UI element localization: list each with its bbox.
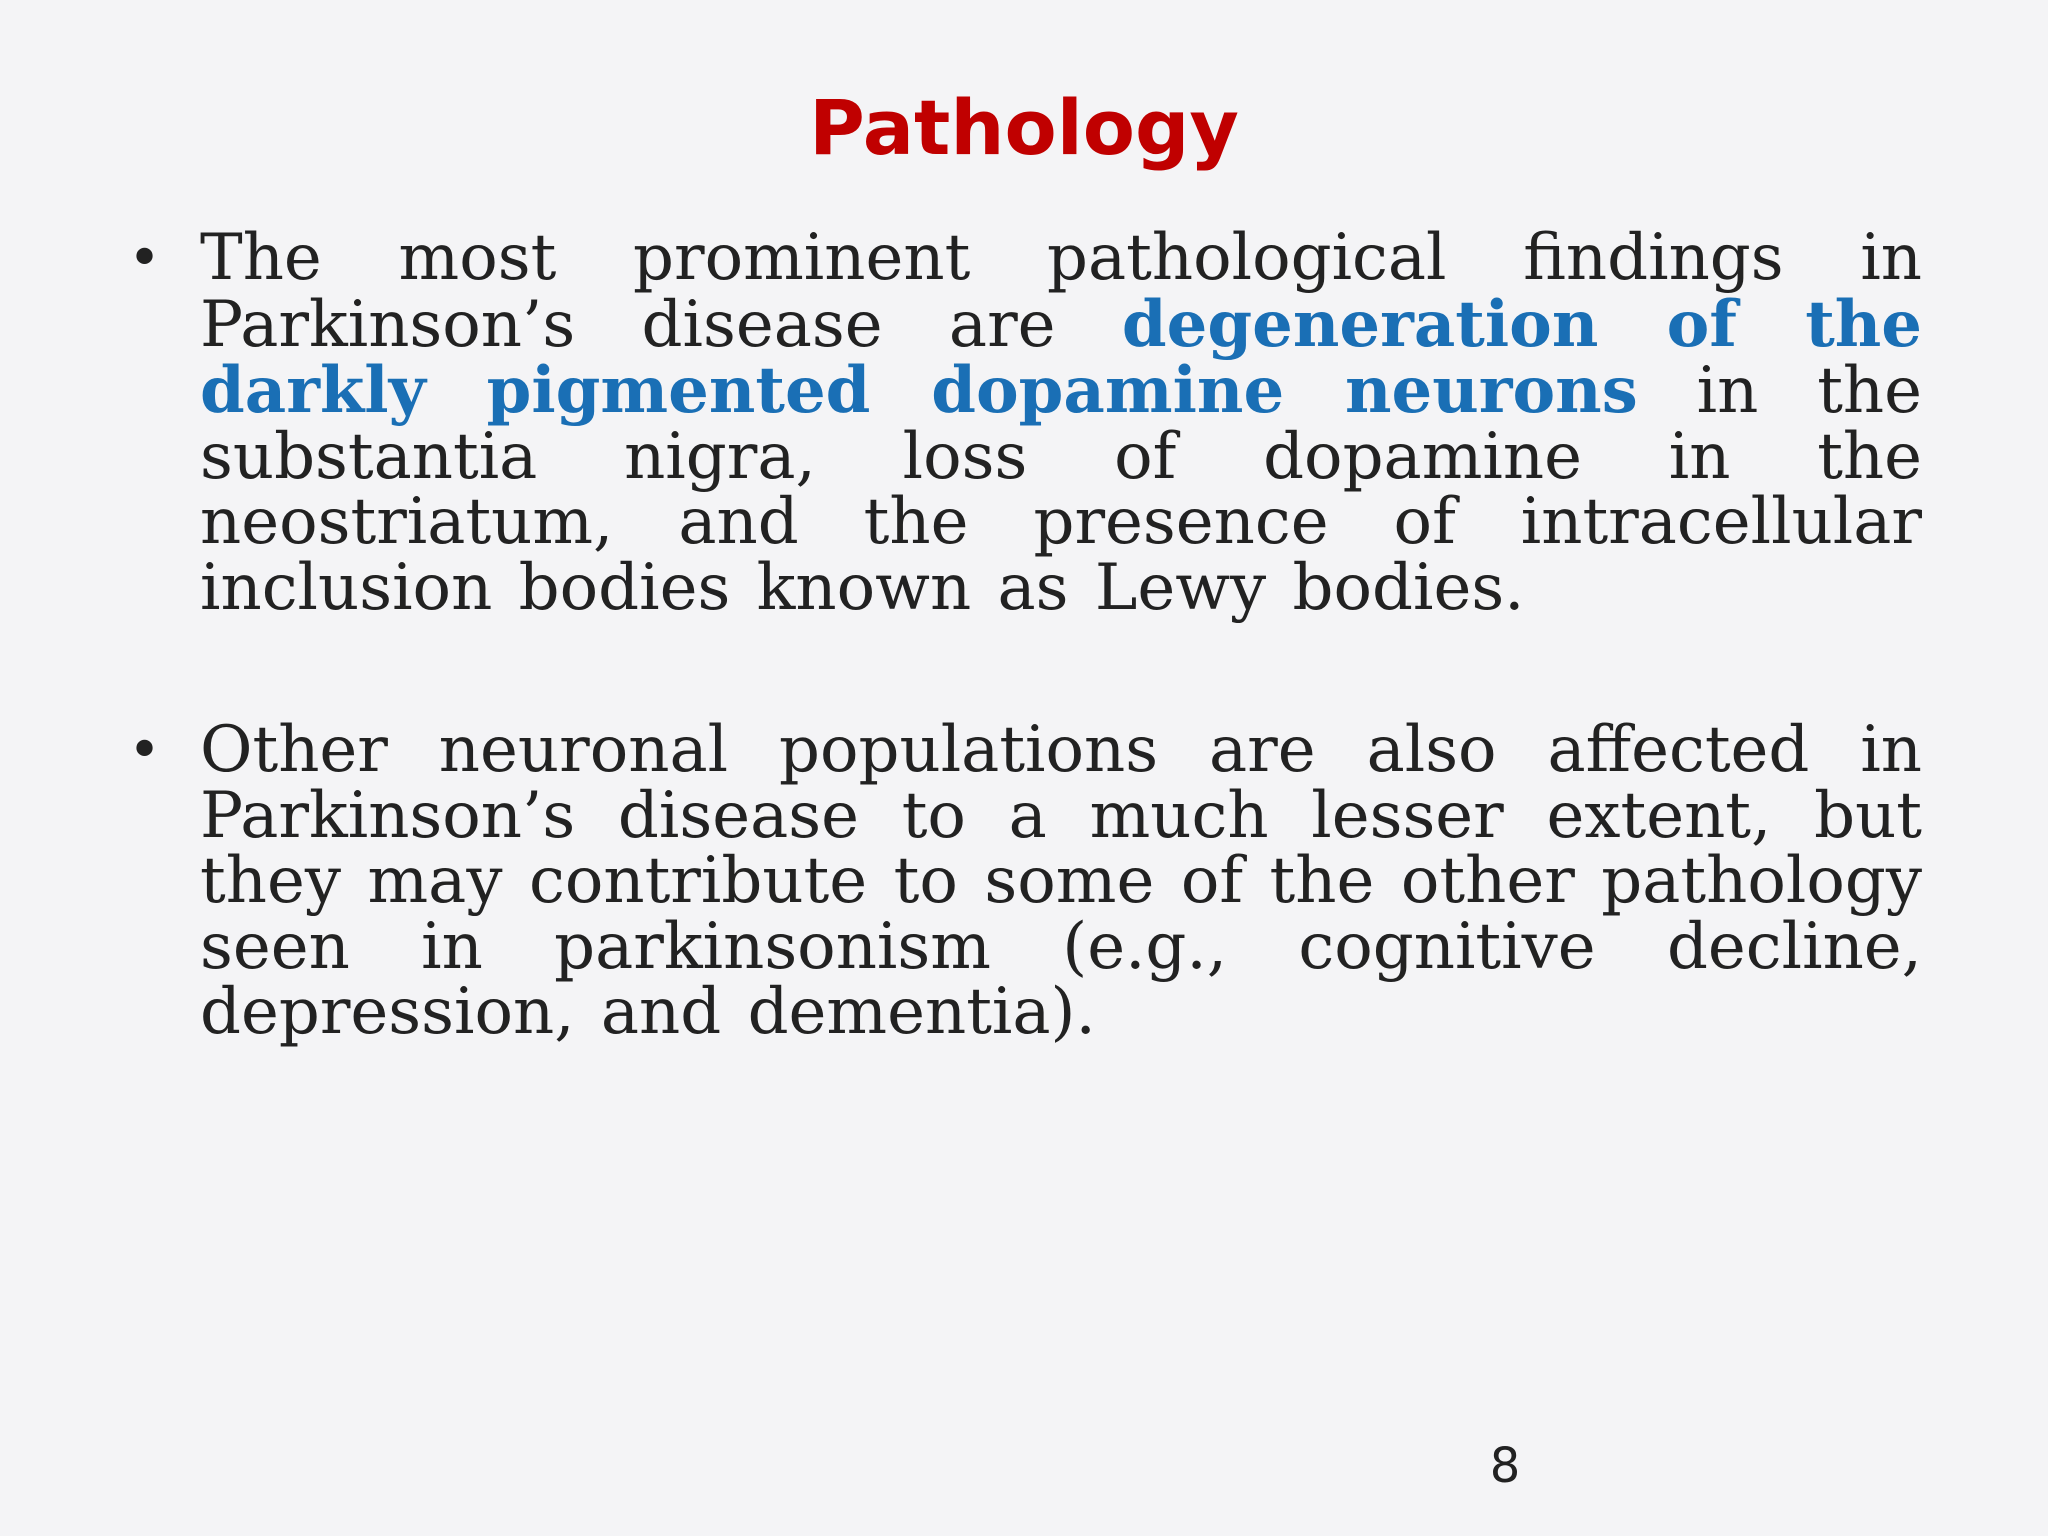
slide-title: Pathology (809, 83, 1239, 172)
bullet-list (128, 221, 1923, 1049)
bullet-dot-icon: • (128, 718, 162, 783)
bullet-item-2 (128, 713, 1922, 1049)
bullet-item-1 (128, 221, 1923, 625)
bullet-1-highlight: degeneration of the darkly pigmented dopamine neurons (200, 286, 1923, 428)
bullet-2-text: Other neuronal populations are also affected in Parkinson’s disease to a much lesser extent, but they may contribute to some of the other pathology seen in parkinsonism (e.g., cognitive decline, depression, and dementia). (200, 713, 1922, 1049)
bullet-1-text-after: in the substantia nigra, loss of dopamine in the neostriatum, and the presence of intracellular inclusion bodies known as Lewy bodies. (200, 354, 1923, 625)
bullet-1-text-before: The most prominent pathological findings in Parkinson’s disease are (200, 221, 1922, 362)
bullet-dot-icon: • (128, 226, 162, 291)
page-number: 8 (1489, 1438, 1521, 1494)
